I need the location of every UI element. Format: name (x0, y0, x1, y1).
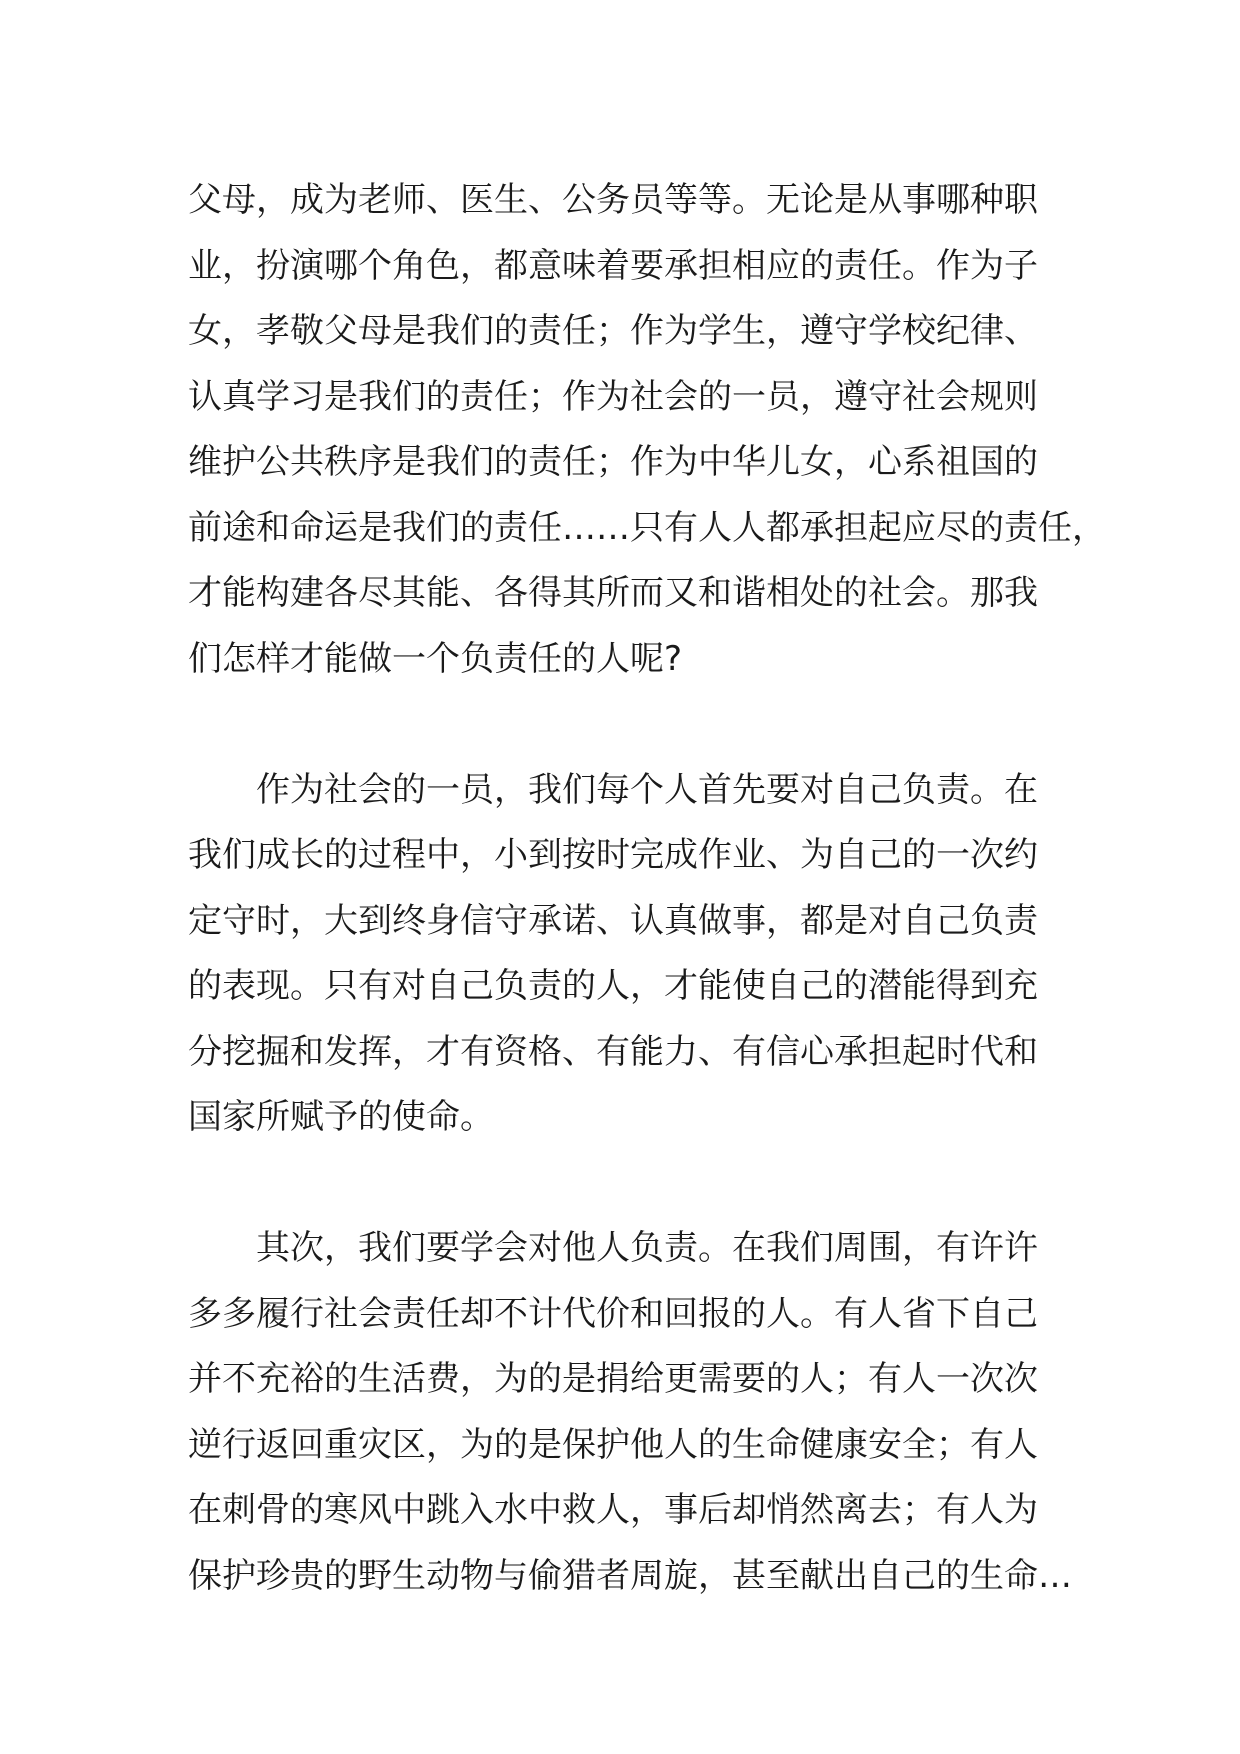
text-line: 定守时，大到终身信守承诺、认真做事，都是对自己负责 (188, 900, 1038, 941)
text-line: 分挖掘和发挥，才有资格、有能力、有信心承担起时代和 (188, 1031, 1038, 1072)
text-line: 的表现。只有对自己负责的人，才能使自己的潜能得到充 (188, 966, 1038, 1006)
paragraph-1 (188, 168, 1106, 692)
text-line: 女，孝敬父母是我们的责任；作为学生，遵守学校纪律、 (188, 311, 1038, 351)
text-line: 在刺骨的寒风中跳入水中救人，事后却悄然离去；有人为 (188, 1490, 1038, 1530)
text-line: 并不充裕的生活费，为的是捐给更需要的人；有人一次次 (188, 1359, 1038, 1399)
text-line: 才能构建各尽其能、各得其所而又和谐相处的社会。那我 (188, 573, 1038, 613)
text-line: 作为社会的一员，我们每个人首先要对自己负责。在 (256, 769, 1038, 810)
document-body (188, 168, 1106, 1609)
text-line: 们怎样才能做一个负责任的人呢? (188, 638, 683, 679)
text-line: 保护珍贵的野生动物与偷猎者周旋，甚至献出自己的生命… (188, 1555, 1072, 1596)
text-line: 前途和命运是我们的责任……只有人人都承担起应尽的责任， (188, 507, 1106, 548)
text-line: 其次，我们要学会对他人负责。在我们周围，有许许 (256, 1228, 1038, 1268)
text-line: 我们成长的过程中，小到按时完成作业、为自己的一次约 (188, 835, 1038, 875)
text-line: 国家所赋予的使命。 (188, 1097, 494, 1137)
text-line: 认真学习是我们的责任；作为社会的一员，遵守社会规则 (188, 376, 1038, 417)
text-line: 多多履行社会责任却不计代价和回报的人。有人省下自己 (188, 1293, 1038, 1334)
paragraph-3 (188, 1216, 1088, 1609)
text-line: 业，扮演哪个角色，都意味着要承担相应的责任。作为子 (188, 245, 1038, 286)
text-line: 父母，成为老师、医生、公务员等等。无论是从事哪种职 (188, 180, 1038, 220)
paragraph-spacer (188, 1151, 1088, 1217)
paragraph-spacer (188, 692, 1088, 758)
text-line: 逆行返回重灾区，为的是保护他人的生命健康安全；有人 (188, 1424, 1038, 1465)
paragraph-2 (188, 758, 1088, 1151)
text-line: 维护公共秩序是我们的责任；作为中华儿女，心系祖国的 (188, 442, 1038, 482)
